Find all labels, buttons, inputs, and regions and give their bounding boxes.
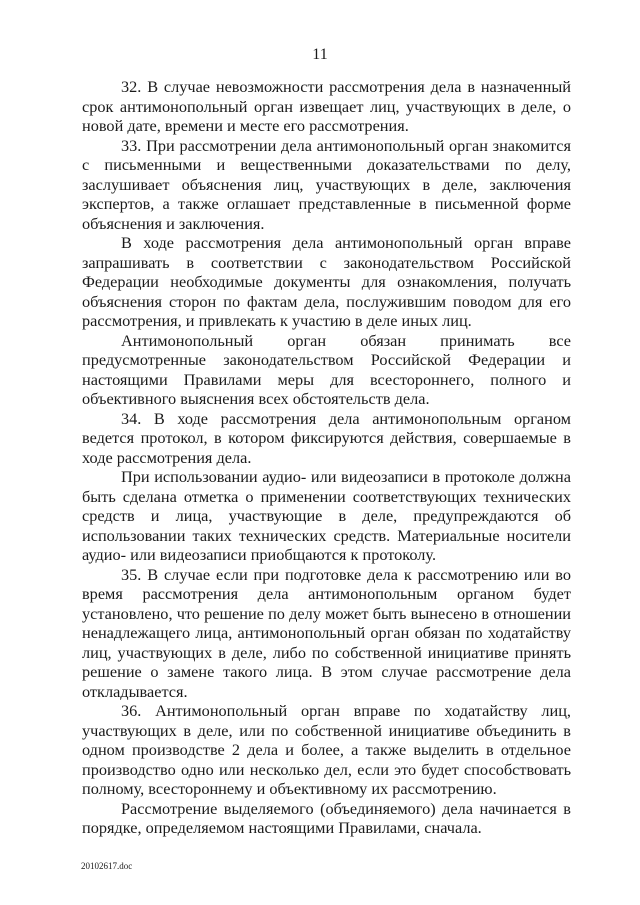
page-number: 11 <box>312 46 328 63</box>
paragraph-35: 35. В случае если при подготовке дела к рассмотрению или во время рассмотрения дела антимонопольным органом будет установлено, что решение по делу может быть вынесено в отношении ненадлежащего лица, антимонопольный орган обязан по ходатайству лиц, участвующих в деле, либо по собственной инициативе принять решение о замене такого лица. В этом случае рассмотрение дела откладывается. <box>82 564 571 701</box>
paragraph-33-obligations: Антимонопольный орган обязан принимать все предусмотренные законодательством Российской Федерации и настоящими Правилами меры для всестороннего, полного и объективного выяснения всех обстоятельств дела. <box>82 330 571 408</box>
paragraph-34-recording: При использовании аудио- или видеозаписи в протоколе должна быть сделана отметка о применении соответствующих технических средств и лица, участвующие в деле, предупреждаются об использовании таких технических средств. Материальные носители аудио- или видеозаписи приобщаются к протоколу. <box>82 467 571 564</box>
paragraph-36-restart: Рассмотрение выделяемого (объединяемого) дела начинается в порядке, определяемом настоящими Правилами, сначала. <box>82 798 571 837</box>
paragraph-36: 36. Антимонопольный орган вправе по ходатайству лиц, участвующих в деле, или по собственной инициативе объединить в одном производстве 2 дела и более, а также выделить в отдельное производство одно или несколько дел, если это будет способствовать полному, всестороннему и объективному их рассмотрению. <box>82 701 571 798</box>
paragraph-33-request-rights: В ходе рассмотрения дела антимонопольный орган вправе запрашивать в соответствии с законодательством Российской Федерации необходимые документы для ознакомления, получать объяснения сторон по фактам дела, послужившим поводом для его рассмотрения, и привлекать к участию в деле иных лиц. <box>82 233 571 330</box>
document-body <box>82 77 571 838</box>
paragraph-34: 34. В ходе рассмотрения дела антимонопольным органом ведется протокол, в котором фиксируются действия, совершаемые в ходе рассмотрения дела. <box>82 408 571 467</box>
paragraph-32: 32. В случае невозможности рассмотрения дела в назначенный срок антимонопольный орган извещает лиц, участвующих в деле, о новой дате, времени и месте его рассмотрения. <box>82 77 571 135</box>
footer-filename: 20102617.doc <box>81 861 133 871</box>
paragraph-33: 33. При рассмотрении дела антимонопольный орган знакомится с письменными и вещественными доказательствами по делу, заслушивает объяснения лиц, участвующих в деле, заключения экспертов, а также оглашает представленные в письменной форме объяснения и заключения. <box>82 135 571 233</box>
